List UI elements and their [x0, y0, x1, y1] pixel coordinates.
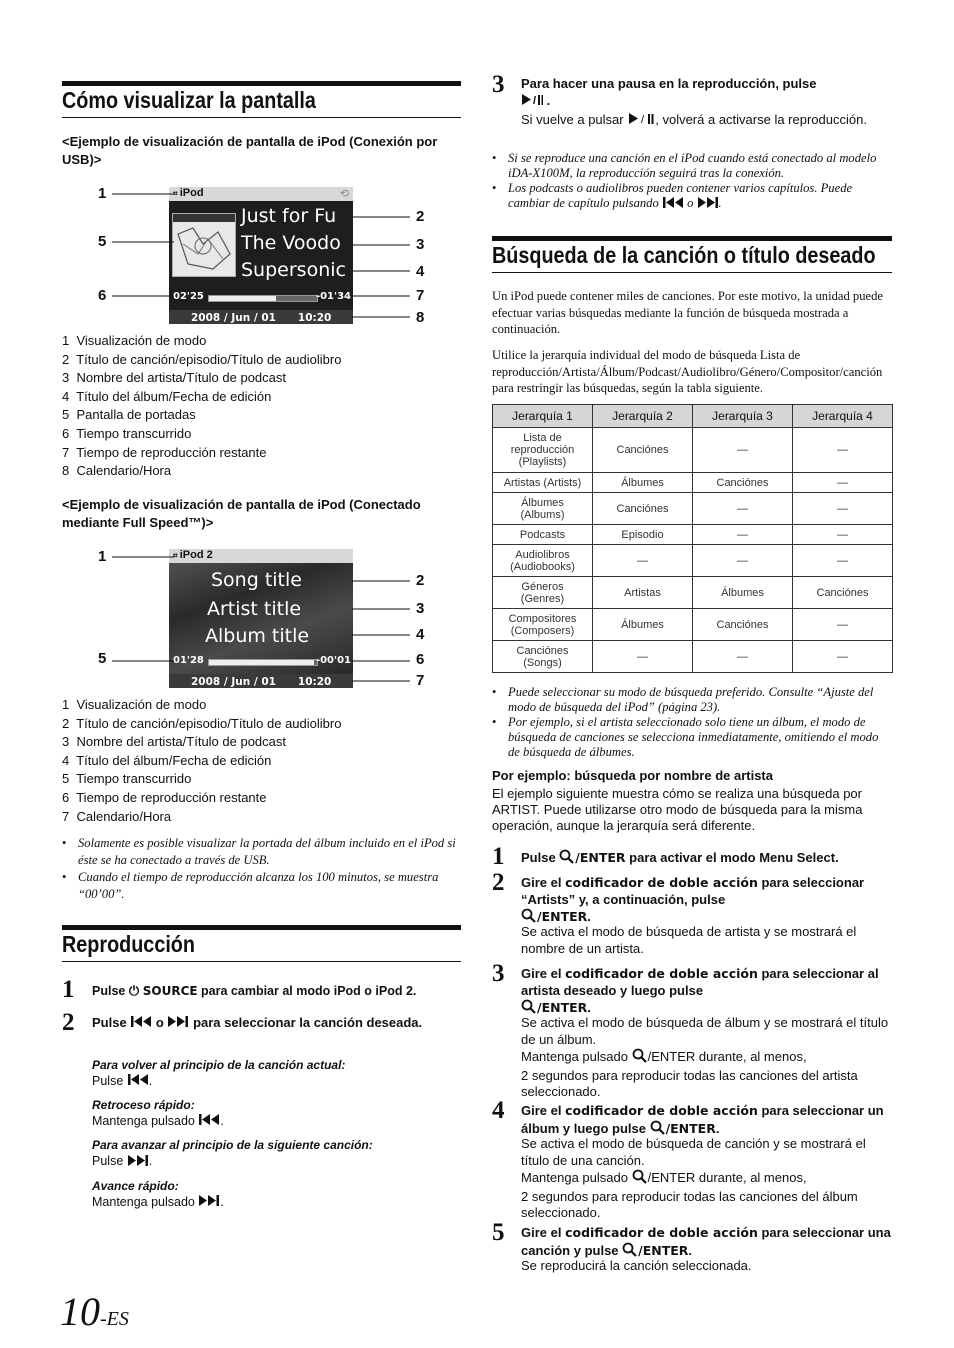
artist-name: The Voodo [241, 232, 341, 254]
usb-caption: <Ejemplo de visualización de pantalla de iPod (Conexión por USB)> [62, 134, 438, 167]
step-number: 1 [62, 976, 75, 1003]
list-item: 6 Tiempo transcurrido [62, 425, 192, 441]
play-substeps [92, 1057, 452, 1211]
table-cell: — [693, 545, 793, 577]
menu-grid-icon: ⌗ [173, 551, 180, 560]
search-step-3: Gire el codificador de doble acción para seleccionar al artista deseado y luego pulse /ENTER. [521, 966, 891, 1019]
prev-track-icon [127, 1073, 149, 1090]
table-cell: — [793, 609, 893, 641]
substep-text: Pulse . [92, 1073, 452, 1090]
table-cell: — [793, 525, 893, 545]
album-title: Album title [205, 625, 310, 647]
column-header: Jerarquía 4 [793, 405, 893, 428]
song-title: Song title [211, 569, 302, 591]
elapsed-time: 02'25 [173, 291, 204, 302]
next-track-icon [167, 1015, 189, 1032]
section-rule-bottom [62, 961, 461, 962]
search-hierarchy-intro: Utilice la jerarquía individual del modo de búsqueda Lista de reproducción/Artista/Álbum/Podcast/Audiolibro/Género/Compositor/canción para restringir las búsquedas, según la tabla siguiente. [492, 348, 883, 395]
pause-notes [492, 151, 892, 212]
play-pause-icon [521, 93, 543, 110]
play-pause-icon [627, 112, 655, 129]
callout-1: 1 [98, 548, 107, 565]
search-notes [492, 685, 892, 760]
section-rule-top [62, 925, 461, 930]
list-item: 7 Calendario/Hora [62, 808, 172, 824]
svg-text:/: / [533, 94, 537, 105]
next-track-icon [198, 1194, 220, 1211]
next-track-icon [127, 1154, 149, 1171]
table-cell: — [793, 545, 893, 577]
search-step-4-body: Se activa el modo de búsqueda de canción y se mostrará el título de una canción. Mantenga pulsado /ENTER durante, al menos, 2 segundos para reproducir todas las canciones del álbum seleccionado. [521, 1136, 866, 1220]
callout-1: 1 [98, 185, 107, 202]
hierarchy-table [492, 404, 893, 673]
search-step-2: Gire el codificador de doble acción para seleccionar “Artists” y, a continuación, pulse /ENTER. [521, 875, 891, 928]
table-cell: — [693, 641, 793, 673]
callout-8: 8 [416, 309, 425, 326]
callout-3: 3 [416, 600, 425, 617]
elapsed-time: 01'28 [173, 655, 204, 666]
table-row [493, 473, 893, 493]
substep-text: Mantenga pulsado . [92, 1113, 452, 1130]
remaining-time: -00'01 [315, 655, 351, 666]
list-item: 2 Título de canción/episodio/Título de audiolibro [62, 351, 342, 367]
step-number: 5 [492, 1219, 505, 1246]
table-cell: Álbumes (Albums) [493, 493, 593, 525]
table-cell: Audiolibros (Audiobooks) [493, 545, 593, 577]
prev-track-icon [198, 1113, 220, 1130]
table-cell: Canciónes [693, 473, 793, 493]
table-row [493, 493, 893, 525]
step-number: 3 [492, 960, 505, 987]
search-step-5: Gire el codificador de doble acción para seleccionar una canción y pulse /ENTER. [521, 1225, 891, 1261]
callout-lines-usb [100, 185, 430, 330]
power-icon: ⏻ [128, 983, 143, 998]
fullspeed-caption: <Ejemplo de visualización de pantalla de iPod (Conectado mediante Full Speed™)> [62, 497, 421, 530]
table-cell: — [693, 428, 793, 473]
callout-3: 3 [416, 236, 425, 253]
svg-text:/: / [641, 114, 645, 125]
table-cell: Episodio [593, 525, 693, 545]
list-item: 7 Tiempo de reproducción restante [62, 444, 267, 460]
list-item: 5 Pantalla de portadas [62, 407, 196, 423]
legend-list-usb [62, 332, 462, 481]
next-track-icon [697, 197, 719, 212]
table-cell: Compositores (Composers) [493, 609, 593, 641]
column-header: Jerarquía 2 [593, 405, 693, 428]
table-cell: Canciónes [693, 609, 793, 641]
callout-2: 2 [416, 208, 425, 225]
section-rule-top [62, 81, 461, 86]
substep-text: Mantenga pulsado . [92, 1194, 452, 1211]
list-item: 6 Tiempo de reproducción restante [62, 789, 267, 805]
table-cell: Artistas [593, 577, 693, 609]
table-row [493, 609, 893, 641]
note-item: • Puede seleccionar su modo de búsqueda preferido. Consulte “Ajuste del modo de búsqueda del iPod” (página 23). [492, 685, 892, 715]
prev-track-icon [662, 197, 684, 212]
table-row [493, 545, 893, 577]
clock-text: 2008 / Jun / 01 10:20 [191, 676, 332, 688]
search-step-5-body: Se reproducirá la canción seleccionada. [521, 1258, 752, 1273]
remaining-time: -01'34 [315, 291, 351, 302]
search-step-4: Gire el codificador de doble acción para seleccionar un álbum y luego pulse /ENTER. [521, 1103, 891, 1139]
list-item: 4 Título del álbum/Fecha de edición [62, 752, 272, 768]
table-cell: Canciónes [793, 577, 893, 609]
play-step-1: Pulse ⏻ SOURCE para cambiar al modo iPod o iPod 2. [92, 983, 417, 998]
callout-5: 5 [98, 233, 107, 250]
note-item: • Cuando el tiempo de reproducción alcanza los 100 minutos, se muestra “00’00”. [62, 869, 457, 903]
example-title: Por ejemplo: búsqueda por nombre de artista [492, 768, 773, 783]
table-cell: Canciónes [593, 493, 693, 525]
list-item: 3 Nombre del artista/Título de podcast [62, 370, 287, 386]
table-cell: — [693, 525, 793, 545]
search-intro: Un iPod puede contener miles de canciones. Por este motivo, la unidad puede efectuar varias búsquedas mediante la función de búsqueda mostrada a continuación. [492, 289, 884, 336]
prev-track-icon [130, 1015, 152, 1032]
section-rule-top [492, 236, 892, 241]
list-item: 1 Visualización de modo [62, 333, 207, 348]
search-step-1: Pulse /ENTER para activar el modo Menu Select. [521, 849, 891, 869]
substep-title: Avance rápido: [92, 1178, 179, 1193]
search-icon [559, 849, 575, 869]
callout-2: 2 [416, 572, 425, 589]
page-number: 10-ES [60, 1289, 129, 1334]
substep-title: Retroceso rápido: [92, 1098, 195, 1113]
mode-label: ⌗ iPod 2 [173, 549, 213, 561]
artist-name: Artist title [207, 598, 302, 620]
table-cell: — [793, 641, 893, 673]
callout-6: 6 [416, 651, 425, 668]
table-cell: Álbumes [593, 609, 693, 641]
table-cell: — [593, 545, 693, 577]
table-row [493, 577, 893, 609]
table-cell: Lista de reproducción (Playlists) [493, 428, 593, 473]
note-item: • Los podcasts o audiolibros pueden contener varios capítulos. Puede cambiar de capítulo pulsando o . [492, 181, 892, 212]
section-rule-bottom [62, 117, 461, 118]
callout-7: 7 [416, 287, 425, 304]
repeat-icon: ⟲ [339, 188, 349, 200]
table-cell: Canciónes [593, 428, 693, 473]
table-cell: — [593, 641, 693, 673]
callout-4: 4 [416, 263, 425, 280]
table-row [493, 428, 893, 473]
search-icon [632, 1169, 648, 1189]
callout-4: 4 [416, 626, 425, 643]
search-step-2-body: Se activa el modo de búsqueda de artista y se mostrará el nombre de un artista. [521, 924, 857, 956]
section-heading-display: Cómo visualizar la pantalla [62, 87, 316, 113]
table-cell: Podcasts [493, 525, 593, 545]
list-item: 8 Calendario/Hora [62, 463, 172, 479]
pause-step-body: Si vuelve a pulsar / , volverá a activarse la reproducción. [521, 112, 867, 127]
menu-grid-icon: ⌗ [173, 189, 180, 198]
step-number: 1 [492, 843, 505, 870]
table-header-row [493, 405, 893, 428]
table-cell: Álbumes [693, 577, 793, 609]
clock-text: 2008 / Jun / 01 10:20 [191, 312, 332, 324]
list-item: 4 Título del álbum/Fecha de edición [62, 388, 272, 404]
legend-list-fullspeed [62, 696, 462, 826]
list-item: 3 Nombre del artista/Título de podcast [62, 734, 287, 750]
table-cell: Artistas (Artists) [493, 473, 593, 493]
table-cell: Canciónes (Songs) [493, 641, 593, 673]
search-icon [632, 1048, 648, 1068]
album-title: Supersonic [241, 259, 346, 281]
list-item: 2 Título de canción/episodio/Título de audiolibro [62, 715, 342, 731]
song-title: Just for Fu [241, 205, 337, 227]
table-cell: — [793, 493, 893, 525]
table-cell: — [693, 493, 793, 525]
note-item: • Si se reproduce una canción en el iPod cuando está conectado al modelo iDA-X100M, la reproducción seguirá tras la conexión. [492, 151, 892, 181]
play-step-2: Pulse o para seleccionar la canción deseada. [92, 1015, 423, 1030]
substep-title: Para volver al principio de la canción actual: [92, 1058, 346, 1072]
list-item: 5 Tiempo transcurrido [62, 771, 192, 787]
table-cell: Géneros (Genres) [493, 577, 593, 609]
callout-5: 5 [98, 650, 107, 667]
step-number: 4 [492, 1097, 505, 1124]
list-item: 1 Visualización de modo [62, 697, 207, 712]
table-row [493, 525, 893, 545]
column-header: Jerarquía 3 [693, 405, 793, 428]
section-heading-play: Reproducción [62, 931, 195, 957]
table-row [493, 641, 893, 673]
note-item: • Por ejemplo, si el artista seleccionado solo tiene un álbum, el modo de búsqueda de canciones se selecciona inmediatamente, omitiendo el modo de búsqueda de álbumes. [492, 715, 892, 760]
section-rule-bottom [492, 272, 892, 273]
callout-7: 7 [416, 672, 425, 689]
substep-text: Pulse . [92, 1153, 452, 1170]
pause-step-title: Para hacer una pausa en la reproducción, pulse / . [521, 76, 817, 108]
note-item: • Solamente es posible visualizar la portada del álbum incluido en el iPod si éste se ha conectado a través de USB. [62, 835, 457, 869]
step-number: 2 [62, 1009, 75, 1036]
step-number: 2 [492, 869, 505, 896]
table-cell: Álbumes [593, 473, 693, 493]
substep-title: Para avanzar al principio de la siguiente canción: [92, 1138, 373, 1153]
column-header: Jerarquía 1 [493, 405, 593, 428]
step-number: 3 [492, 71, 505, 98]
mode-label: ⌗ iPod [173, 187, 204, 199]
table-cell: — [793, 428, 893, 473]
display-notes [62, 835, 457, 903]
table-cell: — [793, 473, 893, 493]
callout-lines-fullspeed [100, 548, 430, 693]
section-heading-search: Búsqueda de la canción o título deseado [492, 242, 876, 268]
search-step-3-body: Se activa el modo de búsqueda de álbum y se mostrará el título de un álbum. Mantenga pulsado /ENTER durante, al menos, 2 segundos para reproducir todas las canciones del artista seleccionado. [521, 1015, 889, 1099]
callout-6: 6 [98, 287, 107, 304]
example-text: El ejemplo siguiente muestra cómo se realiza una búsqueda por ARTIST. Puede utilizarse otro modo de búsqueda para la misma operación, aunque la jerarquía será diferente. [492, 786, 863, 833]
